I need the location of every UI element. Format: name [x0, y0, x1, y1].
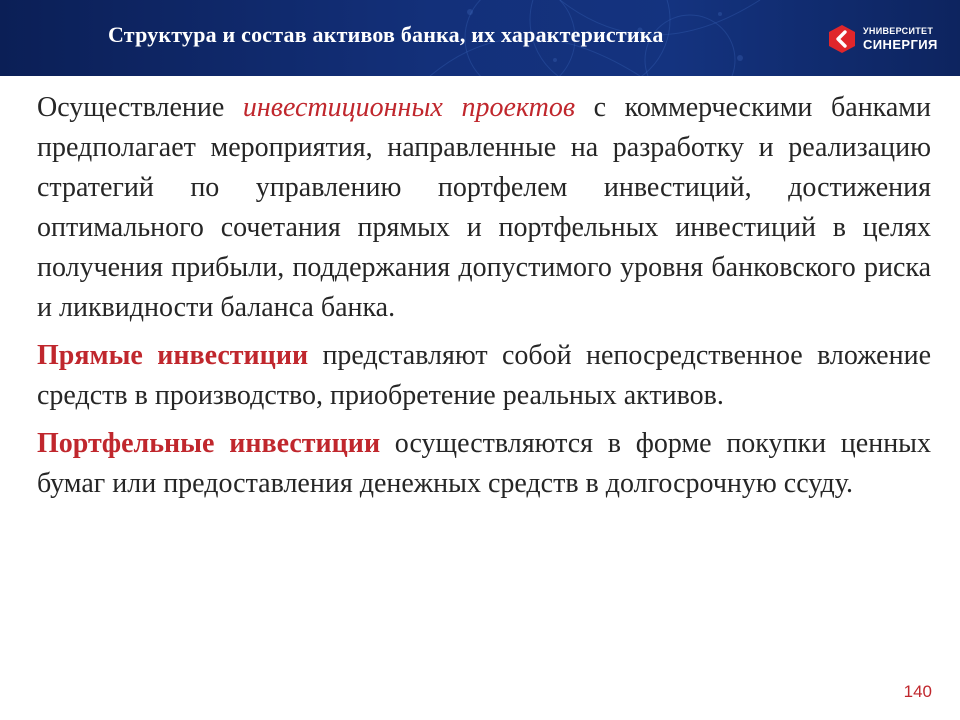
slide-title: Структура и состав активов банка, их характеристика [108, 22, 664, 47]
paragraph-direct-investments [37, 336, 931, 416]
logo-text [863, 27, 938, 51]
paragraph-portfolio-investments [37, 424, 931, 504]
paragraph-3-rest: осуществляются в форме покупки ценных бумаг или предоставления денежных средств в долгосрочную ссуду. [37, 428, 931, 499]
highlight-portfolio-investments: Портфельные инвестиции [37, 428, 381, 459]
paragraph-1-start: Осуществление [37, 92, 243, 123]
paragraph-investment-projects [37, 88, 931, 328]
paragraph-2-rest: представляют собой непосредственное вложение средств в производство, приобретение реальных активов. [37, 340, 932, 411]
page-number: 140 [903, 682, 932, 701]
highlight-investment-projects: инвестиционных проектов [242, 92, 575, 123]
university-logo [827, 22, 947, 56]
slide-content [37, 88, 931, 512]
logo-text-synergy: СИНЕРГИЯ [863, 37, 938, 52]
synergy-logo-icon [827, 24, 857, 54]
highlight-direct-investments: Прямые инвестиции [37, 340, 309, 371]
slide-header [0, 0, 960, 76]
logo-text-university: УНИВЕРСИТЕТ [863, 26, 934, 36]
paragraph-1-rest: с коммерческими банками предполагает мероприятия, направленные на разработку и реализацию стратегий по управлению портфелем инвестиций, достижения оптимального сочетания прямых и портфельных инвестиций в целях получения прибыли, поддержания допустимого уровня банковского риска и ликвидности баланса банка. [37, 92, 931, 323]
